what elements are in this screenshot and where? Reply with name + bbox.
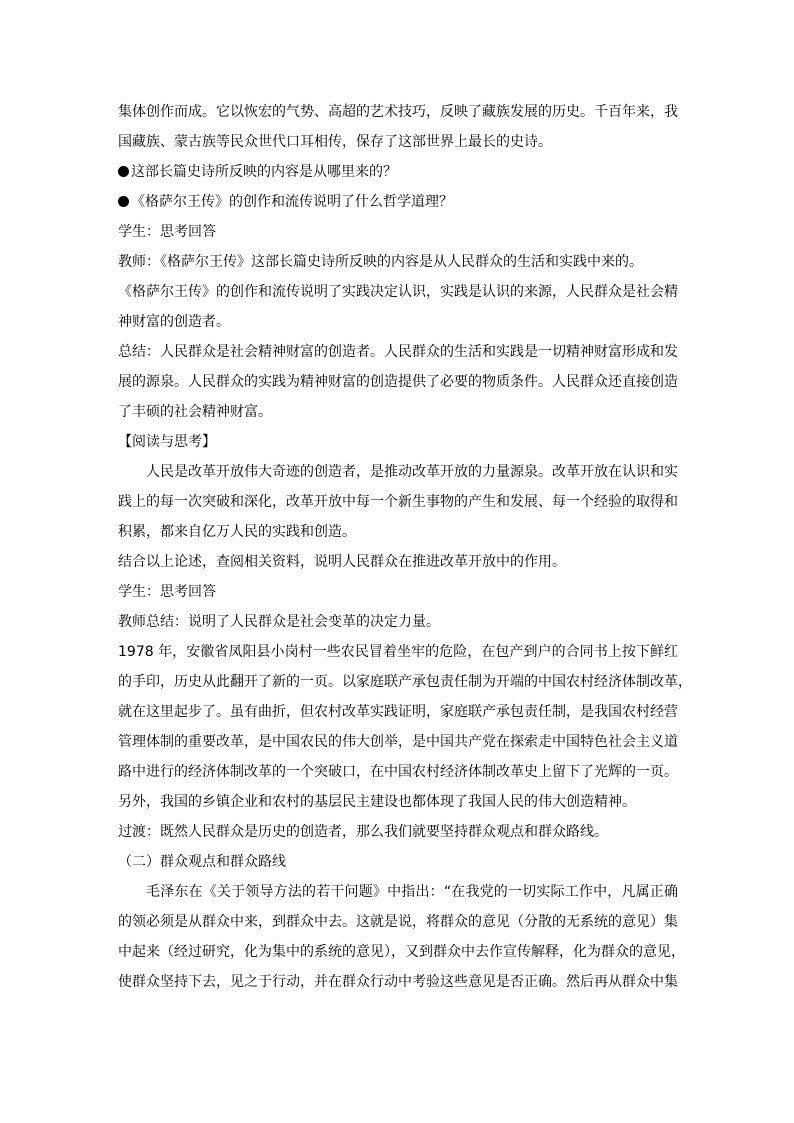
bullet-item [118,157,678,187]
text-line: 毛泽东在《关于领导方法的若干问题》中指出：“在我党的一切实际工作中，凡属正确 [146,884,678,900]
text-line: 的领必须是从群众中来，到群众中去。这就是说，将群众的意见（分散的无系统的意见）集 [118,914,678,930]
text-line: 使群众坚持下去，见之于行动，并在群众行动中考验这些意见是否正确。然后再从群众中集 [118,974,678,990]
text-line: 教师：《格萨尔王传》这部长篇史诗所反映的内容是从人民群众的生活和实践中来的。 [118,254,643,270]
text-line: 学生：思考回答 [118,224,216,240]
text-line: 了丰硕的社会精神财富。 [118,404,272,420]
text-line: 人民是改革开放伟大奇迹的创造者，是推动改革开放的力量源泉。改革开放在认识和实 [146,464,678,480]
text-line: 教师总结：说明了人民群众是社会变革的决定力量。 [118,614,440,630]
text-line: 集体创作而成。它以恢宏的气势、高超的艺术技巧，反映了藏族发展的历史。千百年来，我 [118,104,678,120]
text-line: 神财富的创造者。 [118,314,230,330]
bullet-text: 《格萨尔王传》的创作和流传说明了什么哲学道理？ [131,194,453,210]
text-line: 展的源泉。人民群众的实践为精神财富的创造提供了必要的物质条件。人民群众还直接创造 [118,374,678,390]
text-line: 总结：人民群众是社会精神财富的创造者。人民群众的生活和实践是一切精神财富形成和发 [118,344,678,360]
text-line: 国藏族、蒙古族等民众世代口耳相传，保存了这部世界上最长的史诗。 [118,134,552,150]
text-line: 积累，都来自亿万人民的实践和创造。 [118,524,356,540]
bullet-item [118,187,678,217]
text-line: 《格萨尔王传》的创作和流传说明了实践决定认识，实践是认识的来源，人民群众是社会精 [118,284,678,300]
bullet-text: 这部长篇史诗所反映的内容是从哪里来的？ [131,164,397,180]
text-line: 另外，我国的乡镇企业和农村的基层民主建设也都体现了我国人民的伟大创造精神。 [118,794,636,810]
text-line: 的手印，历史从此翻开了新的一页。以家庭联产承包责任制为开端的中国农村经济体制改革， [118,674,692,690]
text-line: 践上的每一次突破和深化，改革开放中每一个新生事物的产生和发展、每一个经验的取得和 [118,494,678,510]
text-line: 路中进行的经济体制改革的一个突破口，在中国农村经济体制改革史上留下了光辉的一页。 [118,764,678,780]
section-heading: （二）群众观点和群众路线 [118,854,286,870]
text-line: 过渡：既然人民群众是历史的创造者，那么我们就要坚持群众观点和群众路线。 [118,824,608,840]
text-line: 中起来（经过研究，化为集中的系统的意见），又到群众中去作宣传解释，化为群众的意见， [118,944,685,960]
section-heading: 【阅读与思考】 [118,434,216,450]
text-line: 结合以上论述，查阅相关资料，说明人民群众在推进改革开放中的作用。 [118,554,566,570]
bullet-icon [118,196,129,207]
text-line: 管理体制的重要改革，是中国农民的伟大创举，是中国共产党在探索走中国特色社会主义道 [118,734,678,750]
text-line: 就在这里起步了。虽有曲折，但农村改革实践证明，家庭联产承包责任制，是我国农村经营 [118,704,678,720]
bullet-icon [118,166,129,177]
document-body [118,97,692,997]
text-line: 1978 年，安徽省凤阳县小岗村一些农民冒着坐牢的危险，在包产到户的合同书上按下鲜红 [118,644,678,660]
text-line: 学生：思考回答 [118,584,216,600]
